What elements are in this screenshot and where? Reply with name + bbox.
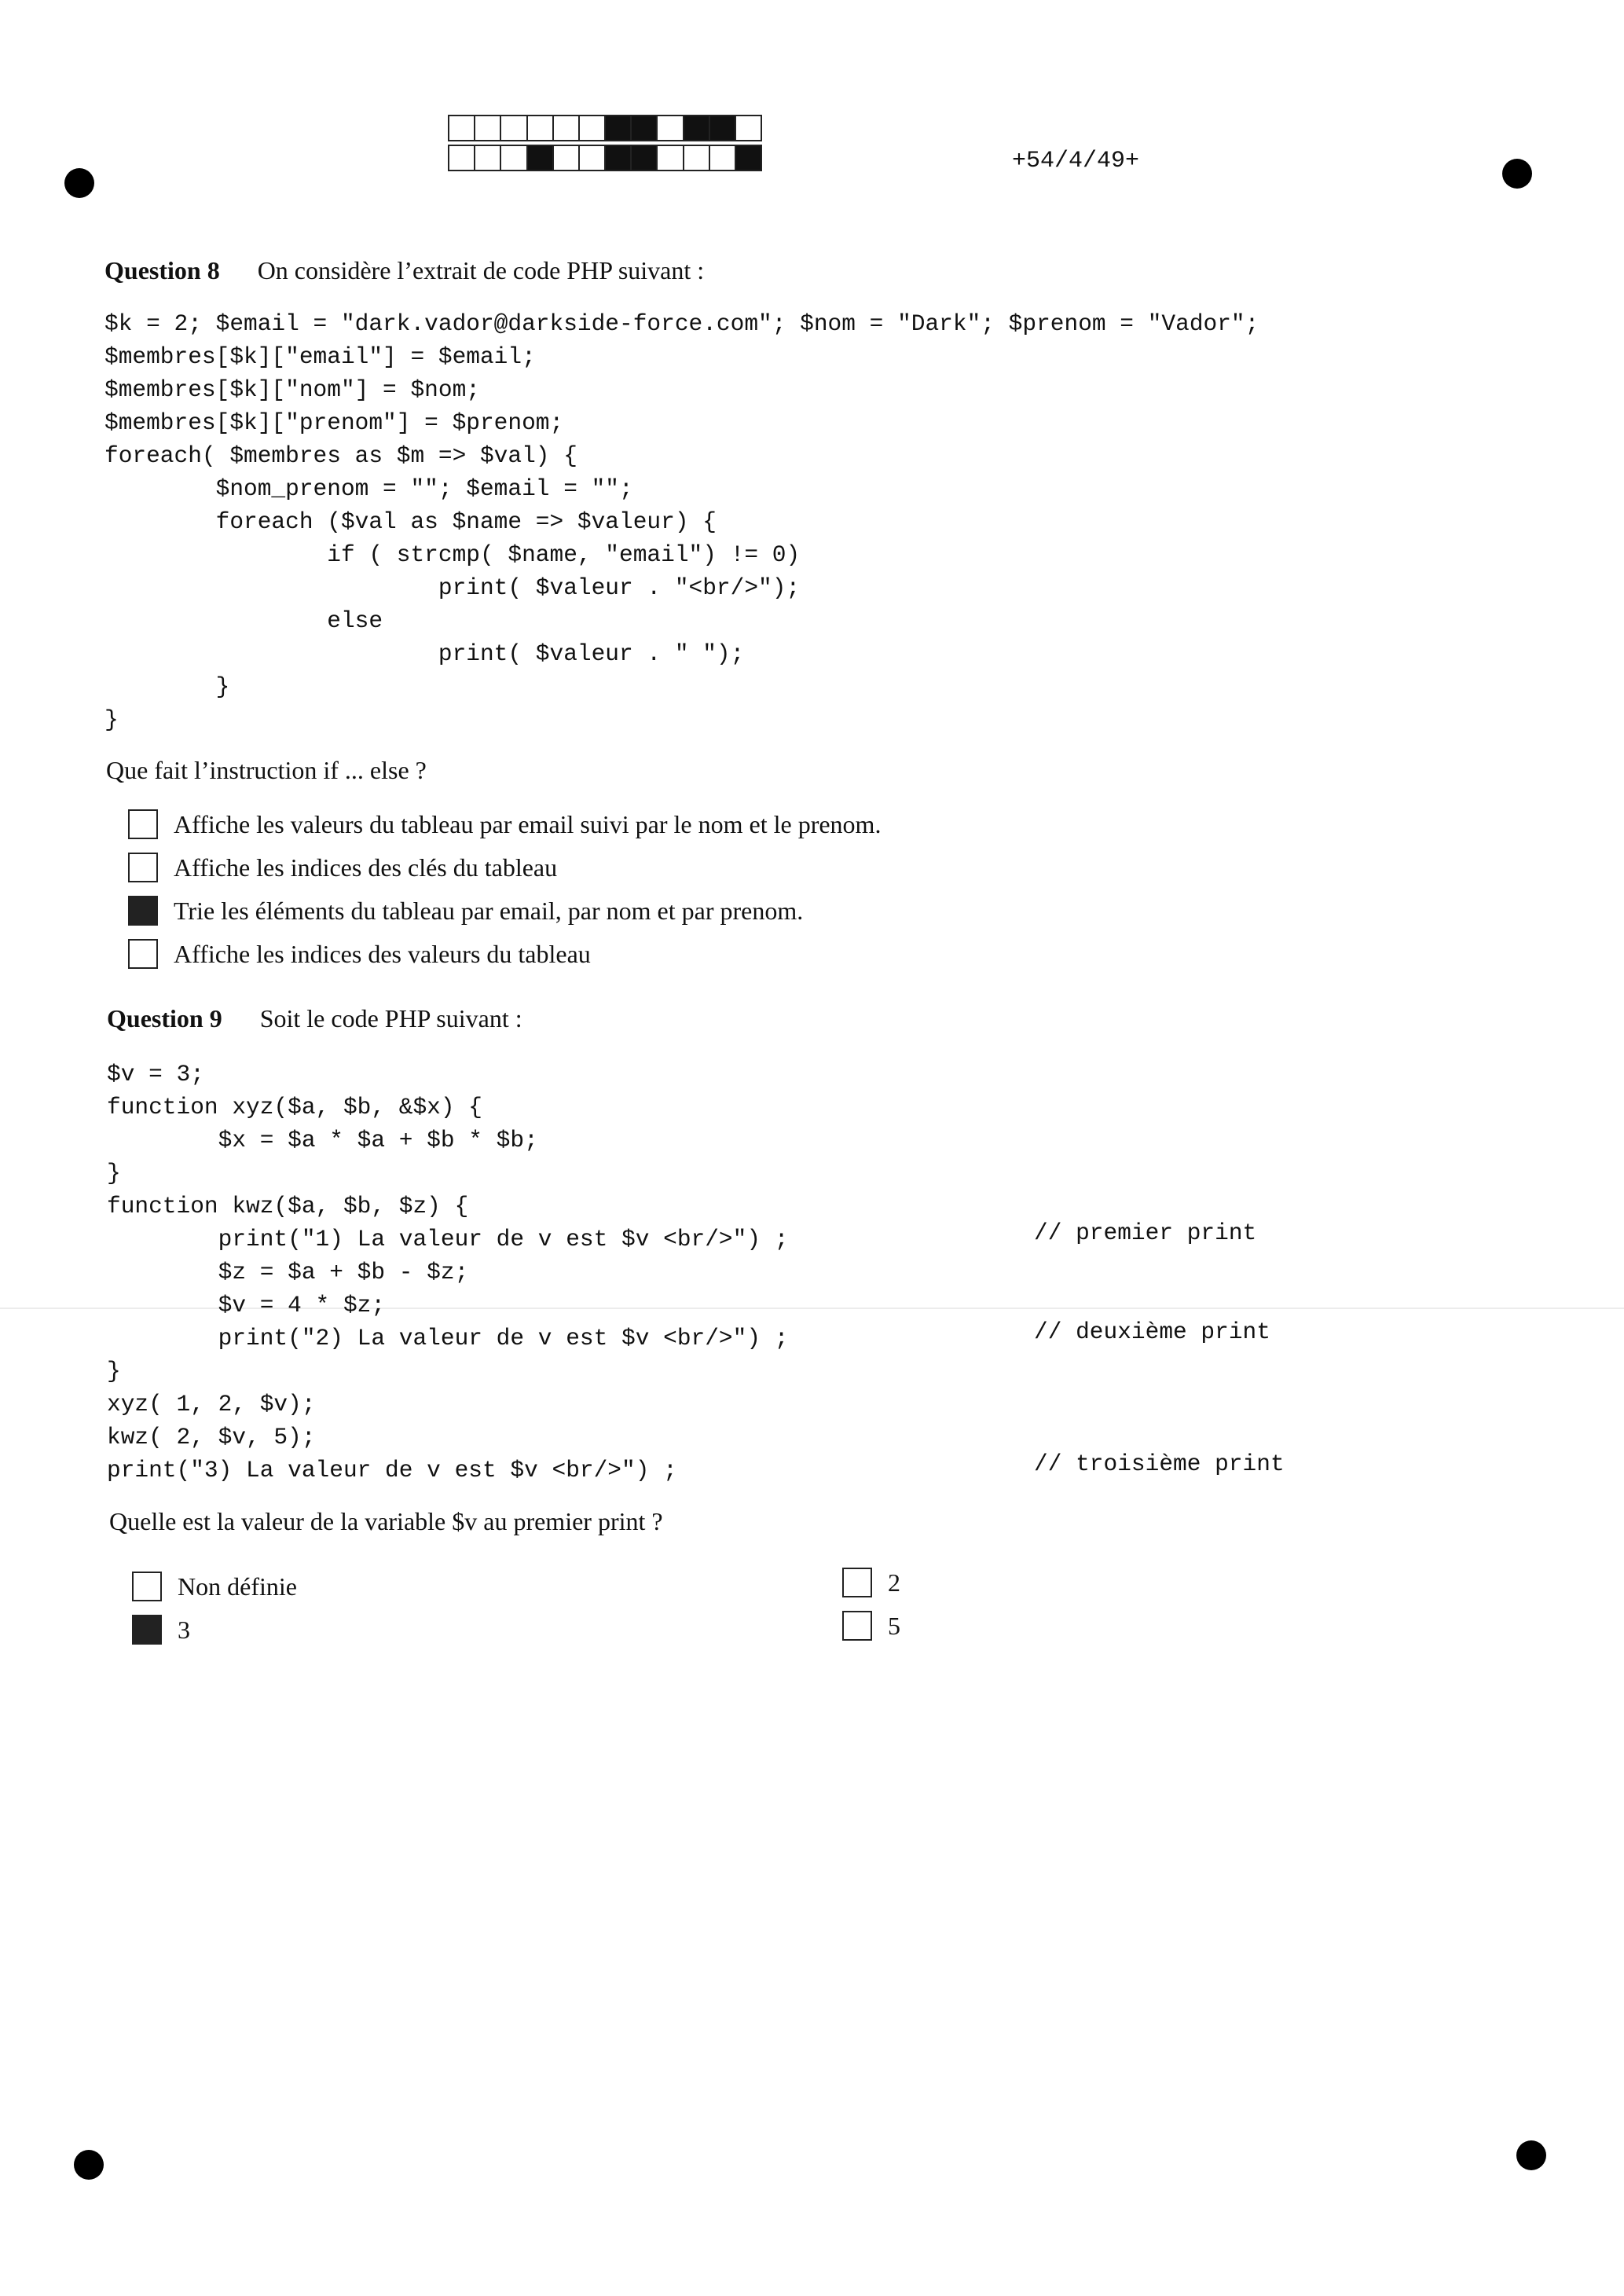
barcode-cell [606, 116, 632, 140]
code-comment: // premier print [1034, 1220, 1257, 1246]
registration-mark-bottom-left [74, 2150, 104, 2180]
barcode-cell [736, 146, 761, 170]
checkbox[interactable] [128, 939, 158, 969]
barcode-cell [475, 116, 501, 140]
barcode-cell [501, 116, 527, 140]
option-label: Affiche les valeurs du tableau par email suivi par le nom et le prenom. [174, 809, 882, 838]
barcode-row [448, 115, 762, 141]
barcode-cell [475, 146, 501, 170]
answer-option[interactable] [128, 896, 803, 926]
barcode-cell [684, 116, 710, 140]
barcode-cell [632, 116, 658, 140]
checkbox[interactable] [842, 1611, 872, 1641]
barcode-cell [580, 116, 606, 140]
option-label: Trie les éléments du tableau par email, par nom et par prenom. [174, 896, 804, 925]
barcode-cell [632, 146, 658, 170]
option-label: Affiche les indices des valeurs du tableau [174, 939, 591, 968]
checkbox[interactable] [128, 853, 158, 882]
barcode-cell [658, 146, 684, 170]
barcode-cell [501, 146, 527, 170]
question-9-heading [107, 1004, 522, 1033]
question-number: Question 9 [107, 1004, 222, 1032]
answer-option[interactable] [842, 1611, 900, 1641]
barcode-cell [606, 146, 632, 170]
barcode [448, 115, 762, 174]
barcode-cell [528, 116, 554, 140]
code-block-q8: $k = 2; $email = "dark.vador@darkside-force.com"; $nom = "Dark"; $prenom = "Vador"; $membres[$k]["email"] = $email; $membres[$k]["nom"] = $nom; $membres[$k]["prenom"] = $prenom; foreach( $membres as $m => $val) { $nom_prenom = ""; $email = ""; foreach ($val as $name => $valeur) { if ( strcmp( $name, "email") != 0) print( $valeur . "<br/>"); else print( $valeur . " "); } } [104, 310, 1259, 733]
question-8-prompt: Que fait l’instruction if ... else ? [106, 756, 427, 784]
page-id-code: +54/4/49+ [1012, 148, 1140, 174]
registration-mark-bottom-right [1516, 2140, 1546, 2170]
barcode-row [448, 145, 762, 171]
answer-option[interactable] [128, 939, 591, 969]
code-comment: // troisième print [1034, 1451, 1285, 1477]
barcode-cell [554, 116, 580, 140]
code-comment: // deuxième print [1034, 1319, 1270, 1345]
barcode-cell [449, 116, 475, 140]
barcode-cell [710, 146, 736, 170]
answer-option[interactable] [132, 1572, 297, 1601]
option-label: 2 [888, 1568, 900, 1597]
checkbox[interactable] [132, 1615, 162, 1645]
option-label: Non définie [178, 1572, 297, 1601]
barcode-cell [580, 146, 606, 170]
option-label: 3 [178, 1615, 190, 1644]
checkbox[interactable] [842, 1568, 872, 1597]
answer-option[interactable] [132, 1615, 190, 1645]
question-intro: On considère l’extrait de code PHP suivant : [257, 256, 705, 284]
barcode-cell [710, 116, 736, 140]
checkbox[interactable] [128, 809, 158, 839]
answer-option[interactable] [128, 853, 557, 882]
barcode-cell [528, 146, 554, 170]
registration-mark-top-right [1502, 159, 1532, 189]
option-label: 5 [888, 1611, 900, 1640]
question-intro: Soit le code PHP suivant : [259, 1004, 522, 1032]
checkbox[interactable] [132, 1572, 162, 1601]
answer-option[interactable] [128, 809, 881, 839]
barcode-cell [554, 146, 580, 170]
barcode-cell [449, 146, 475, 170]
barcode-cell [684, 146, 710, 170]
answer-option[interactable] [842, 1568, 900, 1597]
question-8-heading [104, 256, 704, 285]
barcode-cell [736, 116, 761, 140]
option-label: Affiche les indices des clés du tableau [174, 853, 558, 882]
question-9-prompt: Quelle est la valeur de la variable $v au premier print ? [109, 1507, 663, 1535]
registration-mark-top-left [64, 168, 94, 198]
question-number: Question 8 [104, 256, 220, 284]
checkbox[interactable] [128, 896, 158, 926]
code-block-q9: $v = 3; function xyz($a, $b, &$x) { $x = $a * $a + $b * $b; } function kwz($a, $b, $z) { print("1) La valeur de v est $v <br/>") ; $z = $a + $b - $z; $v = 4 * $z; print("2) La valeur de v est $v <br/>") ; } xyz( 1, 2, $v); kwz( 2, $v, 5); print("3) La valeur de v est $v <br/>") ; [107, 1061, 789, 1484]
barcode-cell [658, 116, 684, 140]
